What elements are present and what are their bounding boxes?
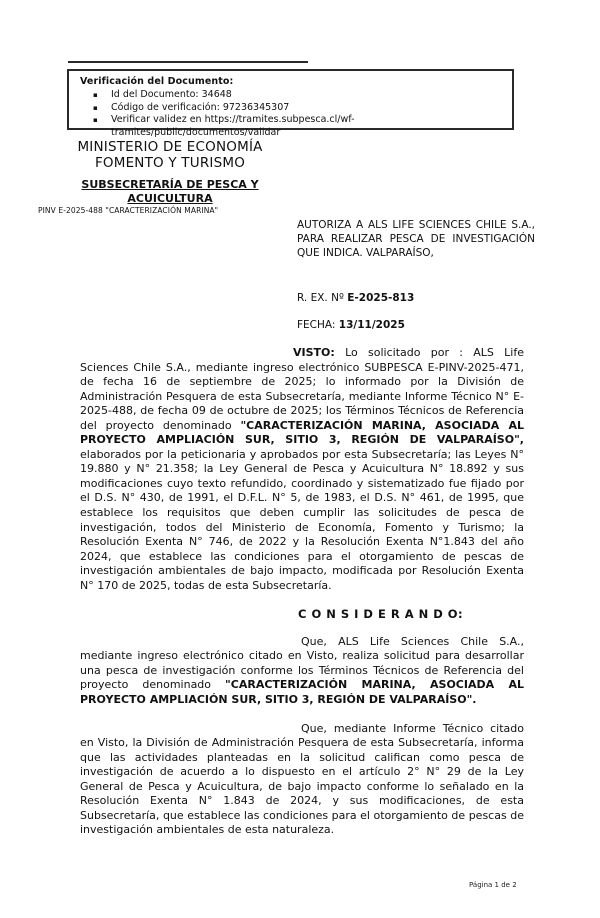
bullet-icon: ▪ xyxy=(93,116,98,124)
resolution-subject: AUTORIZA A ALS LIFE SCIENCES CHILE S.A., PARA REALIZAR PESCA DE INVESTIGACIÓN QUE INDICA. VALPARAÍSO, xyxy=(297,219,535,259)
letterhead xyxy=(30,139,310,205)
resolution-number-label: R. EX. Nº xyxy=(297,292,348,304)
bullet-icon: ▪ xyxy=(93,103,98,112)
page-number: Página 1 de 2 xyxy=(469,881,517,889)
date-label: FECHA: xyxy=(297,319,339,331)
considerando-paragraph-2: Que, mediante Informe Técnico citado en Visto, la División de Administración Pesquera de esta Subsecretaría, informa que las actividades planteadas en la solicitud califican como pesca de investigación de acuerdo a lo dispuesto en el artículo 2° N° 29 de la Ley General de Pesca y Acuicultura, de bajo impacto conforme lo señalado en la Resolución Exenta N° 1.843 de 2024, y sus modificaciones, de esta Subsecretaría, que establece las condiciones para el otorgamiento de pescas de investigación ambientales de esta naturaleza. xyxy=(80,721,524,837)
verification-item-text: Código de verificación: 97236345307 xyxy=(111,101,290,113)
verification-item-url xyxy=(80,114,506,139)
date-value: 13/11/2025 xyxy=(338,319,405,331)
verification-url-text: Verificar validez en https://tramites.subpesca.cl/wf-tramites/public/documentos/validar xyxy=(111,114,355,138)
resolution-number-value: E-2025-813 xyxy=(347,292,415,304)
visto-label: VISTO: xyxy=(293,346,335,359)
subsecretaria-title: SUBSECRETARÍA DE PESCA Y ACUICULTURA xyxy=(81,178,259,205)
considerando-heading: C O N S I D E R A N D O: xyxy=(298,607,464,622)
considerando1-project-name: "CARACTERIZACIÓN MARINA, ASOCIADA AL PROYECTO AMPLIACIÓN SUR, SITIO 3, REGIÓN DE VALPARAÍSO". xyxy=(80,678,524,707)
verification-list xyxy=(80,89,506,139)
verification-title: Verificación del Documento: xyxy=(80,76,234,87)
verification-item-text: Id del Documento: 34648 xyxy=(111,89,232,100)
considerando1-text: Que, ALS Life Sciences Chile S.A., mediante ingreso electrónico citado en Visto, realiza solicitud para desarrollar una pesca de investigación conforme los Términos Técnicos de Referencia del proyecto denominado xyxy=(80,634,524,692)
visto-project-name: "CARACTERIZACIÓN MARINA, ASOCIADA AL PROYECTO AMPLIACIÓN SUR, SITIO 3, REGIÓN DE VALPARAÍSO", xyxy=(80,418,524,447)
resolution-body xyxy=(80,346,524,838)
considerando-paragraph-1 xyxy=(80,635,524,708)
ministry-name-line2: FOMENTO Y TURISMO xyxy=(94,155,246,171)
verification-item-id xyxy=(80,89,506,102)
resolution-number-line xyxy=(297,292,414,304)
verification-box xyxy=(67,69,514,138)
bullet-icon: ▪ xyxy=(93,91,98,99)
stamp-top-line xyxy=(68,61,308,63)
visto-paragraph xyxy=(80,346,524,593)
ministry-name-line1: MINISTERIO DE ECONOMÍA xyxy=(77,139,263,155)
visto-text-2: elaborados por la peticionaria y aprobados por esta Subsecretaría; las Leyes N° 19.880 y N° 21.358; la Ley General de Pesca y Acuicultura N° 18.892 y sus modificaciones cuyo texto refundido, coordinado y sistematizado fue fijado por el D.S. N° 430, de 1991, el D.F.L. N° 5, de 1983, el D.S. N° 461, de 1995, que establece los requisitos que deben cumplir las solicitudes de pesca de investigación, todos del Ministerio de Economía, Fomento y Turismo; la Resolución Exenta N° 746, de 2022 y la Resolución Exenta N°1.843 del año 2024, que establece las condiciones para el otorgamiento de pescas de investigación ambientales de bajo impacto, modificada por Resolución Exenta N° 170 de 2025, todas de esta Subsecretaría. xyxy=(80,447,524,592)
date-line xyxy=(297,319,405,331)
verification-item-code xyxy=(80,102,506,115)
project-reference: PINV E-2025-488 "CARACTERIZACIÓN MARINA" xyxy=(38,206,219,215)
visto-text-1: Lo solicitado por : ALS Life Sciences Chile S.A., mediante ingreso electrónico SUBPESCA E-PINV-2025-471, de fecha 16 de septiembre de 2025; lo informado por la División de Administración Pesquera de esta Subsecretaría, mediante Informe Técnico N° E-2025-488, de fecha 09 de octubre de 2025; los Términos Técnicos de Referencia del proyecto denominado xyxy=(80,346,524,432)
